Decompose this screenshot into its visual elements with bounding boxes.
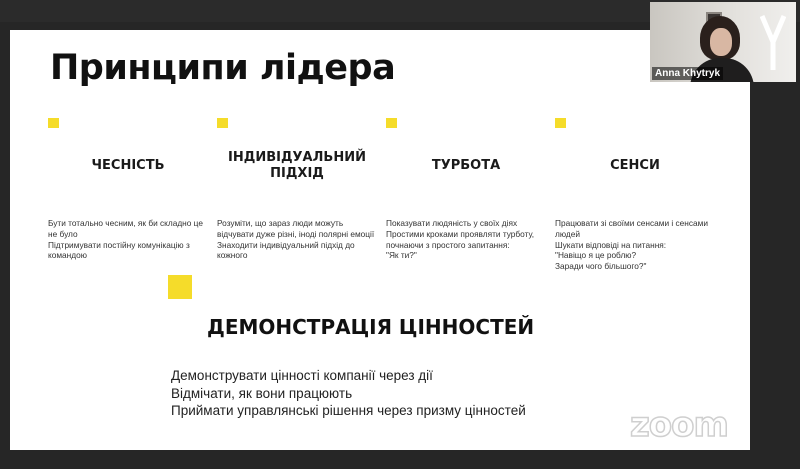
participant-name-label: Anna Khytryk (652, 67, 723, 80)
principle-line: Бути тотально чесним, як би складно це не було (48, 218, 203, 239)
principle-line: Працювати зі своїми сенсами і сенсами людей (555, 218, 708, 239)
principle-text (217, 218, 377, 261)
principle-line: Шукати відповіді на питання: (555, 239, 667, 250)
accent-square (48, 118, 59, 128)
values-list-item: Відмічати, як вони працюють (171, 385, 353, 401)
principle-line: Заради чого більшого?" (555, 261, 647, 272)
principle-heading: ЧЕСНІСТЬ (91, 158, 165, 173)
principle-text (555, 218, 715, 272)
participant-video-tile[interactable] (650, 2, 796, 82)
principle-line: Розуміти, що зараз люди можуть відчувати дуже різні, іноді полярні емоції (217, 218, 375, 239)
principle-line: Знаходити індивідуальний підхід до кожного (217, 239, 355, 261)
principle-heading: ІНДИВІДУАЛЬНИЙ ПІДХІД (228, 150, 366, 181)
principle-text (386, 218, 546, 261)
accent-square (217, 118, 228, 128)
presentation-slide (10, 30, 750, 450)
values-list-item: Демонструвати цінності компанії через дії (171, 368, 433, 383)
principle-heading: СЕНСИ (610, 158, 660, 173)
accent-square-large (168, 275, 192, 299)
principle-line: "Як ти?" (386, 250, 417, 261)
accent-square (555, 118, 566, 128)
values-list (171, 367, 526, 420)
principle-heading: ТУРБОТА (431, 158, 501, 173)
section-title: ДЕМОНСТРАЦІЯ ЦІННОСТЕЙ (207, 315, 535, 339)
slide-title: Принципи лідера (50, 48, 396, 88)
participant-face (710, 28, 732, 56)
principle-line: Показувати людяність у своїх діях (386, 218, 518, 228)
wall-logo-icon (760, 12, 786, 72)
principle-line: "Навіщо я це роблю? (555, 250, 637, 261)
accent-square (386, 118, 397, 128)
principle-text (48, 218, 208, 261)
values-list-item: Приймати управлянські рішення через призму цінностей (171, 403, 526, 418)
principle-line: Простими кроками проявляти турботу, почнаючи з простого запитання: (386, 228, 535, 250)
principle-line: Підтримувати постійну комунікацію з командою (48, 239, 190, 261)
zoom-watermark: zoom (630, 405, 728, 445)
